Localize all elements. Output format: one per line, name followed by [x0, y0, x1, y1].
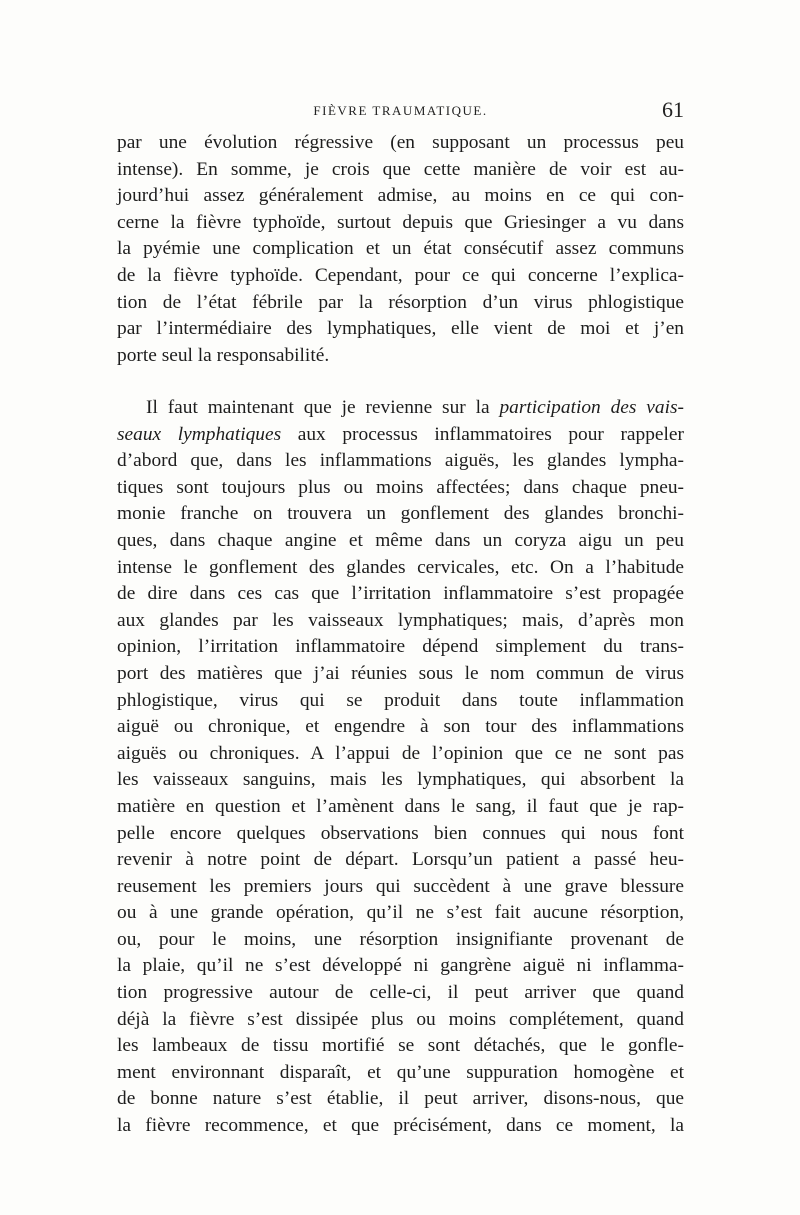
text-line: aiguë ou chronique, et engendre à son tour des inflammations	[117, 716, 684, 738]
text-line-second	[117, 422, 684, 449]
text-line: tiques sont toujours plus ou moins affectées; dans chaque pneu-	[117, 476, 684, 498]
text-span: aux processus inflammatoires pour rappeler	[281, 423, 684, 445]
text-line: d’abord que, dans les inflammations aiguës, les glandes lympha-	[117, 450, 684, 472]
text-line: de la fièvre typhoïde. Cependant, pour ce qui concerne l’explica-	[117, 264, 684, 286]
text-line: par une évolution régressive (en supposant un processus peu	[117, 132, 684, 153]
text-line: tion progressive autour de celle-ci, il peut arriver que quand	[117, 982, 684, 1004]
italic-phrase: seaux lymphatiques	[117, 423, 282, 445]
text-line: monie franche on trouvera un gonflement des glandes bronchi-	[117, 503, 684, 525]
text-line: la pyémie une complication et un état consécutif assez communs	[117, 238, 684, 260]
running-head	[117, 97, 684, 127]
text-line: revenir à notre point de départ. Lorsqu’un patient a passé heu-	[117, 849, 684, 871]
text-line: de bonne nature s’est établie, il peut arriver, disons-nous, que	[117, 1088, 684, 1110]
text-line: les vaisseaux sanguins, mais les lymphatiques, qui absorbent la	[117, 769, 684, 791]
text-line: la fièvre recommence, et que précisément, dans ce moment, la	[117, 1115, 684, 1137]
paragraph-2	[117, 395, 684, 1140]
text-line: cerne la fièvre typhoïde, surtout depuis que Griesinger a vu dans	[117, 211, 684, 233]
text-line: de dire dans ces cas que l’irritation inflammatoire s’est propagée	[117, 583, 684, 605]
text-line: aiguës ou chroniques. A l’appui de l’opinion que ce ne sont pas	[117, 742, 684, 764]
text-line: déjà la fièvre s’est dissipée plus ou moins complétement, quand	[117, 1008, 684, 1030]
running-title: FIÈVRE TRAUMATIQUE.	[313, 103, 488, 118]
text-line: tion de l’état fébrile par la résorption d’un virus phlogistique	[117, 291, 684, 313]
text-line: port des matières que j’ai réunies sous le nom commun de virus	[117, 662, 684, 684]
italic-phrase: participation des vais-	[499, 397, 684, 418]
text-line: ques, dans chaque angine et même dans un coryza aigu un peu	[117, 529, 684, 551]
text-line: intense). En somme, je crois que cette manière de voir est au-	[117, 158, 684, 180]
text-span: Il faut maintenant que je revienne sur la	[146, 397, 500, 418]
text-line-first	[117, 395, 684, 422]
text-line: par l’intermédiaire des lymphatiques, elle vient de moi et j’en	[117, 318, 684, 340]
text-line: porte seul la responsabilité.	[117, 344, 330, 366]
text-line: intense le gonflement des glandes cervicales, etc. On a l’habitude	[117, 556, 684, 578]
text-line: phlogistique, virus qui se produit dans toute inflammation	[117, 689, 684, 711]
paragraph-1	[117, 130, 684, 369]
text-line: aux glandes par les vaisseaux lymphatiques; mais, d’après mon	[117, 609, 684, 631]
text-line: la plaie, qu’il ne s’est développé ni gangrène aiguë ni inflamma-	[117, 955, 684, 977]
text-line: ment environnant disparaît, et qu’une suppuration homogène et	[117, 1061, 684, 1083]
text-line: les lambeaux de tissu mortifié se sont détachés, que le gonfle-	[117, 1035, 684, 1057]
text-line: jourd’hui assez généralement admise, au moins en ce qui con-	[117, 185, 684, 207]
text-line: pelle encore quelques observations bien connues qui nous font	[117, 822, 684, 844]
text-line: ou, pour le moins, une résorption insignifiante provenant de	[117, 928, 684, 950]
text-line: reusement les premiers jours qui succèdent à une grave blessure	[117, 875, 684, 897]
text-line: ou à une grande opération, qu’il ne s’est fait aucune résorption,	[117, 902, 684, 924]
text-line: opinion, l’irritation inflammatoire dépend simplement du trans-	[117, 636, 684, 658]
page-number: 61	[662, 97, 684, 122]
text-line: matière en question et l’amènent dans le sang, il faut que je rap-	[117, 795, 684, 817]
